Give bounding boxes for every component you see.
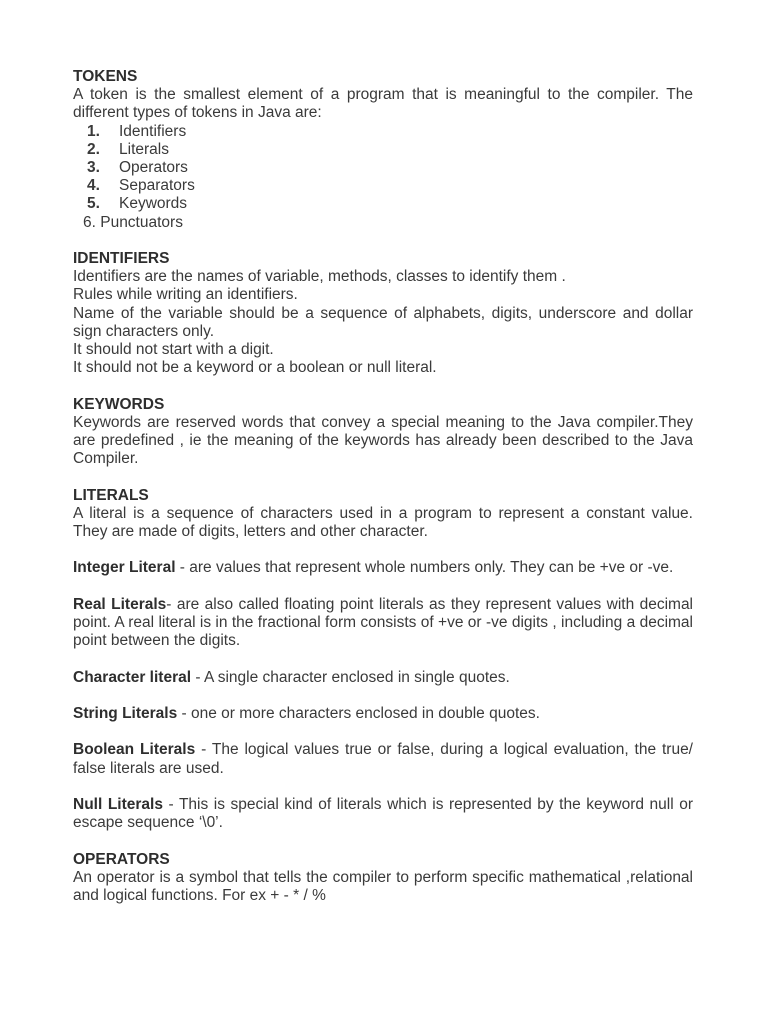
literal-desc: - are values that represent whole numbers only. They can be +ve or -ve.	[175, 559, 674, 577]
list-number: 3.	[87, 159, 100, 177]
literal-term: Character literal	[73, 668, 192, 686]
literal-term: Boolean Literals	[73, 741, 196, 759]
literal-desc: - The logical values true or false, during a logical evaluation, the true/ false literals are used.	[73, 741, 693, 777]
punctuators-item: 6. Punctuators	[83, 213, 183, 231]
literals-heading: LITERALS	[73, 486, 149, 504]
operators-text: An operator is a symbol that tells the compiler to perform specific mathematical ,relational and logical functions. For ex + - * / %	[73, 868, 693, 904]
keywords-heading: KEYWORDS	[73, 395, 165, 413]
operators-heading: OPERATORS	[73, 850, 170, 868]
literal-type-integer	[73, 559, 693, 577]
list-item	[73, 159, 693, 177]
tokens-intro: A token is the smallest element of a program that is meaningful to the compiler. The different types of tokens in Java are:	[73, 86, 693, 122]
literal-desc: - A single character enclosed in single quotes.	[191, 668, 510, 686]
literal-type-character	[73, 669, 693, 687]
list-item-text: Keywords	[119, 195, 188, 213]
list-item-text: Separators	[119, 177, 195, 195]
list-item	[73, 177, 693, 195]
list-item	[73, 141, 693, 159]
literal-type-boolean	[73, 741, 693, 777]
list-number: 2.	[87, 140, 100, 158]
identifiers-line: Name of the variable should be a sequence of alphabets, digits, underscore and dollar sign characters only.	[73, 304, 693, 340]
literal-desc: - This is special kind of literals which is represented by the keyword null or escape sequence ‘\0’.	[73, 795, 693, 832]
literal-term: Null Literals	[73, 795, 163, 813]
list-item-text: Identifiers	[119, 122, 187, 140]
document-page	[73, 68, 693, 905]
literal-type-string	[73, 705, 693, 723]
identifiers-heading: IDENTIFIERS	[73, 250, 170, 268]
literal-term: String Literals	[73, 705, 178, 722]
literal-desc: - are also called floating point literals as they represent values with decimal point. A real literal is in the fractional form consists of +ve or -ve digits , including a decimal point between the digits.	[73, 595, 694, 650]
list-item	[73, 123, 693, 141]
literal-desc: - one or more characters enclosed in double quotes.	[177, 705, 540, 722]
identifiers-line: Identifiers are the names of variable, methods, classes to identify them .	[73, 268, 566, 286]
list-number: 5.	[87, 195, 100, 213]
tokens-heading: TOKENS	[73, 68, 138, 85]
tokens-list	[73, 123, 693, 214]
identifiers-line: It should not be a keyword or a boolean or null literal.	[73, 359, 437, 377]
literal-term: Real Literals	[73, 595, 167, 613]
list-item-text: Literals	[119, 140, 169, 158]
list-number: 4.	[87, 177, 100, 195]
literal-type-null	[73, 796, 693, 832]
literal-term: Integer Literal	[73, 559, 176, 577]
literals-text: A literal is a sequence of characters used in a program to represent a constant value. They are made of digits, letters and other character.	[73, 504, 693, 541]
list-item-text: Operators	[119, 159, 188, 177]
list-item	[73, 195, 693, 213]
literal-type-real	[73, 596, 693, 651]
identifiers-line: It should not start with a digit.	[73, 341, 274, 359]
list-number: 1.	[87, 122, 100, 140]
identifiers-line: Rules while writing an identifiers.	[73, 286, 298, 304]
keywords-text: Keywords are reserved words that convey a special meaning to the Java compiler.They are predefined , ie the meaning of the keywords has already been described to the Java Compiler.	[73, 413, 693, 468]
